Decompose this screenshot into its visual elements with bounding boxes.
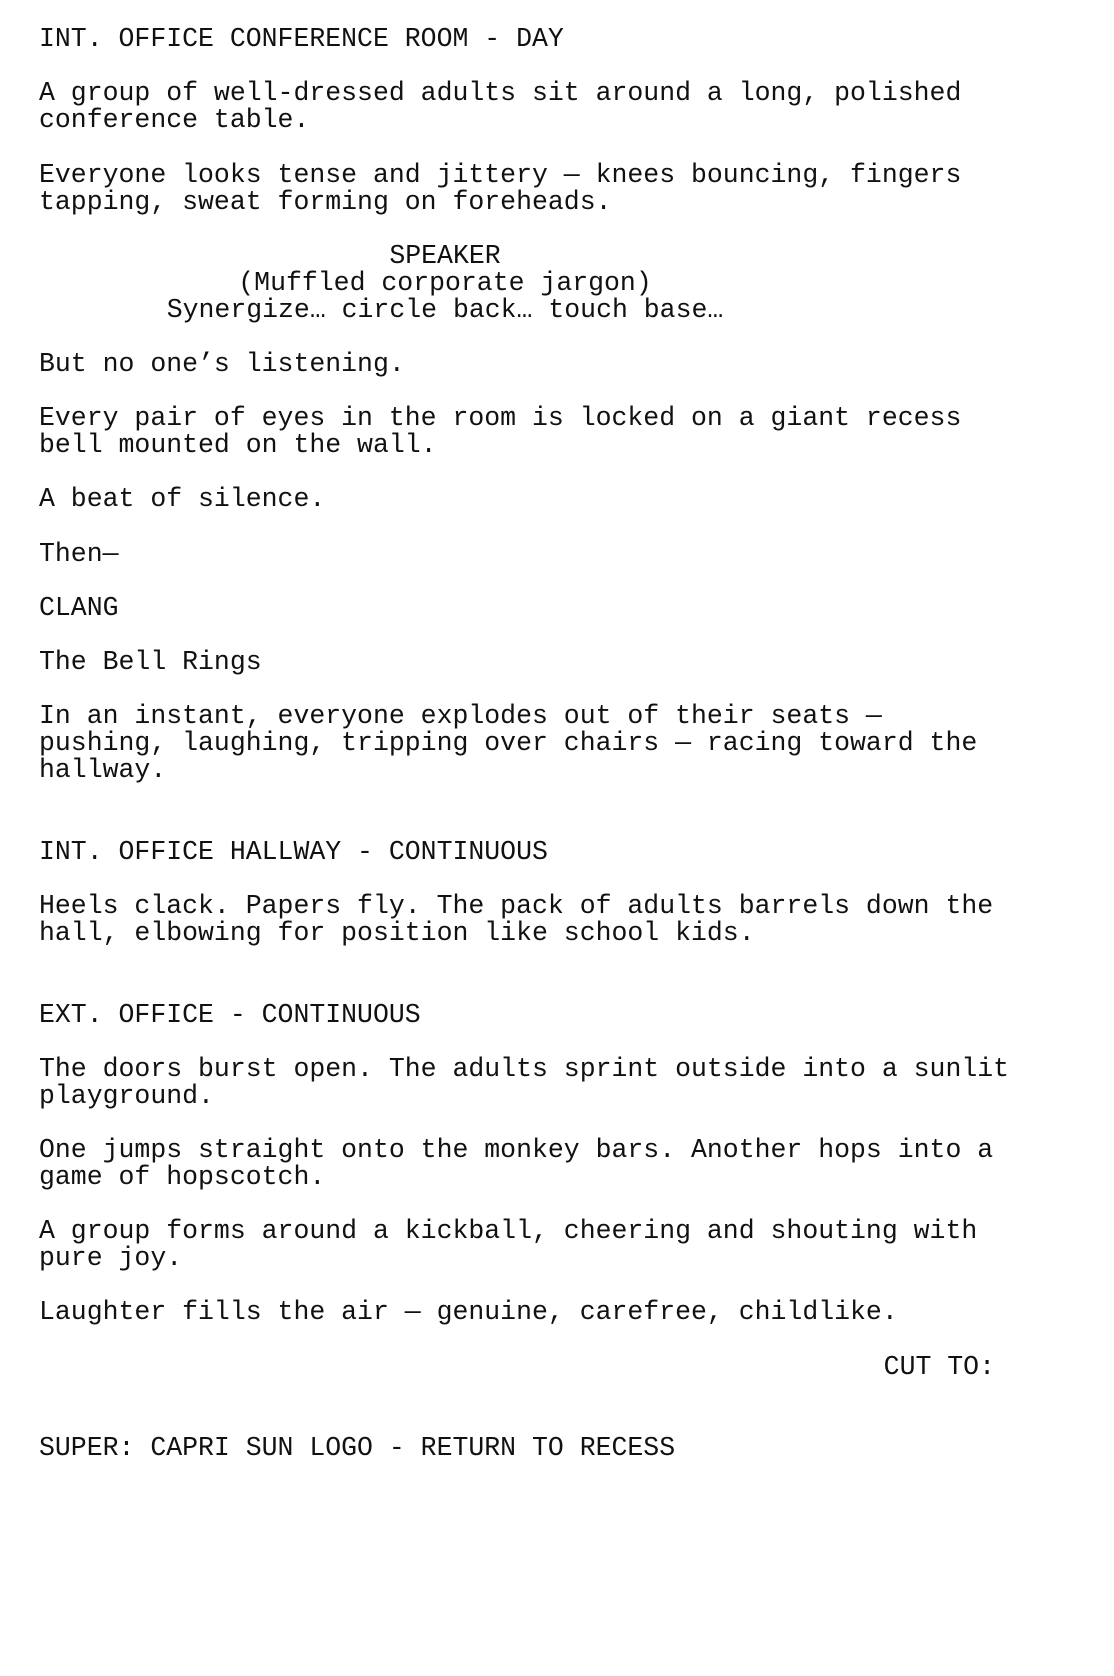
action-line: Then— (39, 539, 119, 569)
action-line: Laughter fills the air — genuine, carefree, childlike. (39, 1297, 898, 1327)
action-line: In an instant, everyone explodes out of their seats — (39, 701, 882, 731)
action-line: The doors burst open. The adults sprint outside into a sunlit (39, 1054, 1010, 1084)
action-line: A group of well-dressed adults sit around a long, polished (39, 78, 962, 108)
action-line: playground. (39, 1081, 214, 1111)
action-line: Every pair of eyes in the room is locked on a giant recess (39, 403, 962, 433)
action-line: tapping, sweat forming on foreheads. (39, 187, 612, 217)
action-line: hall, elbowing for position like school kids. (39, 918, 755, 948)
action-line: Everyone looks tense and jittery — knees bouncing, fingers (39, 160, 962, 190)
dialogue-line: Synergize… circle back… touch base… (166, 295, 724, 325)
scene-heading: INT. OFFICE HALLWAY - CONTINUOUS (39, 837, 548, 867)
scene-heading: INT. OFFICE CONFERENCE ROOM - DAY (39, 24, 564, 54)
action-line: game of hopscotch. (39, 1162, 326, 1192)
character-name: SPEAKER (389, 241, 501, 271)
transition: CUT TO: (883, 1352, 995, 1382)
scene-heading: EXT. OFFICE - CONTINUOUS (39, 1000, 421, 1030)
action-line: bell mounted on the wall. (39, 430, 437, 460)
action-line: The Bell Rings (39, 647, 262, 677)
action-line: A beat of silence. (39, 484, 326, 514)
action-line: pure joy. (39, 1243, 183, 1273)
action-line: pushing, laughing, tripping over chairs — racing toward the (39, 728, 978, 758)
action-line: hallway. (39, 755, 167, 785)
action-line: But no one’s listening. (39, 349, 405, 379)
parenthetical: (Muffled corporate jargon) (238, 268, 652, 298)
sound-effect: CLANG (39, 593, 119, 623)
action-line: conference table. (39, 105, 310, 135)
super-title: SUPER: CAPRI SUN LOGO - RETURN TO RECESS (39, 1433, 676, 1463)
action-line: A group forms around a kickball, cheering and shouting with (39, 1216, 978, 1246)
action-line: Heels clack. Papers fly. The pack of adults barrels down the (39, 891, 994, 921)
action-line: One jumps straight onto the monkey bars. Another hops into a (39, 1135, 994, 1165)
